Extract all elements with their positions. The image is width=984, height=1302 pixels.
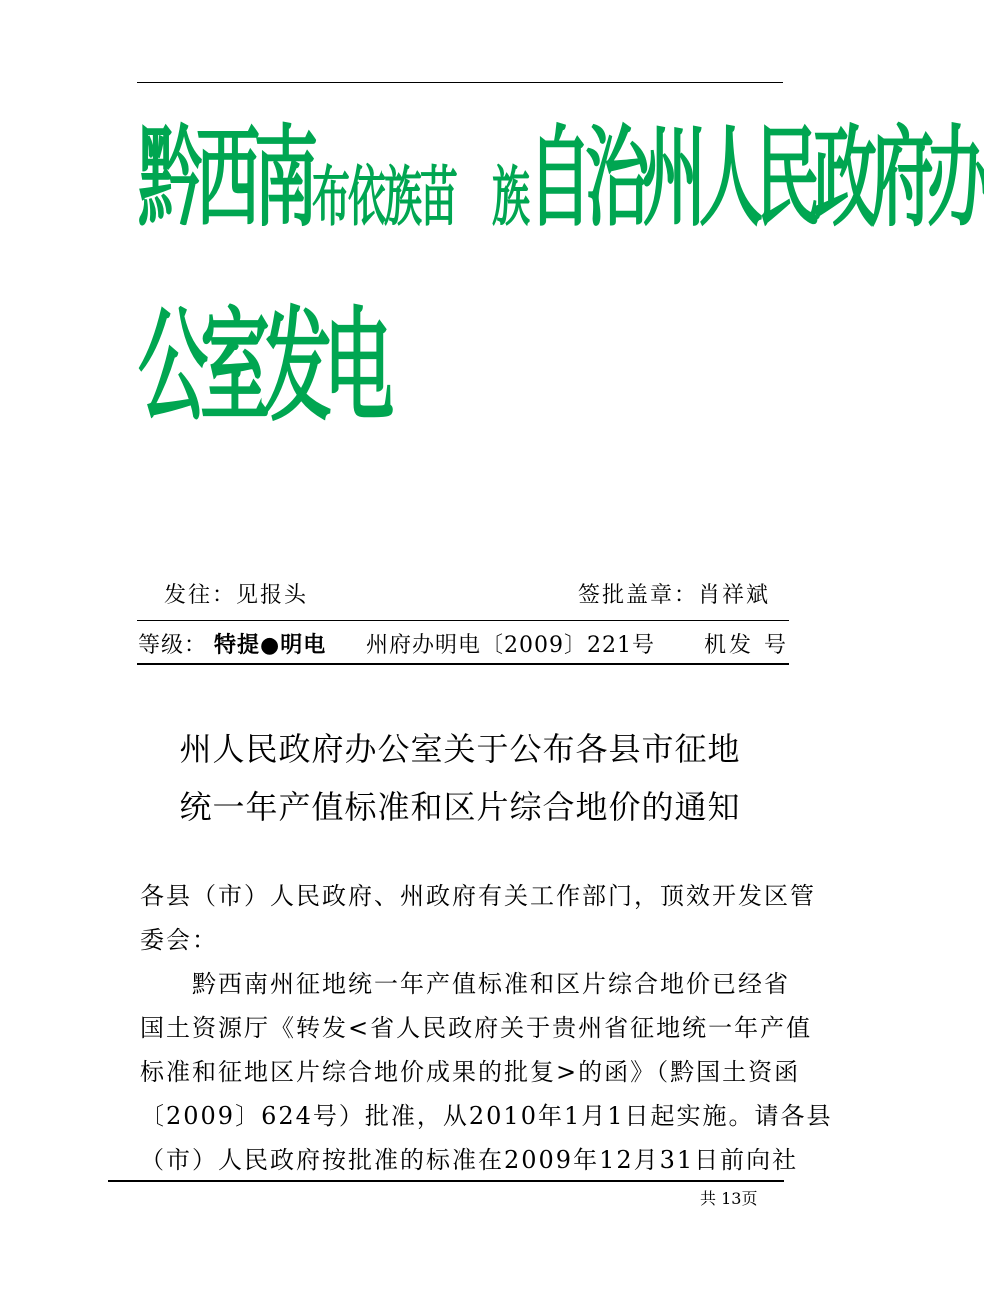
document-number: 州府办明电〔2009〕221号 [366,633,655,658]
document-title-line-1: 州人民政府办公室关于公布各县市征地 [179,730,741,768]
body-line: 国土资源厅《转发<省人民政府关于贵州省征地统一年产值 [140,1014,813,1042]
signer: 签批盖章：肖祥斌 [577,583,770,608]
send-row [138,578,786,610]
masthead-line-2 [138,295,798,488]
masthead-text-office-telegram: 公室发电 [138,295,386,439]
grade-label: 等级： [138,633,208,658]
document-title-line-2: 统一年产值标准和区片综合地价的通知 [179,788,741,826]
top-rule [137,82,783,83]
masthead-text-buyi-miao: 布依族苗 族 [312,159,529,235]
grade-value: 特提●明电 [214,633,327,658]
page-count: 共 13页 [700,1189,758,1208]
masthead-line-1 [138,116,984,300]
body-line: 〔2009〕624号）批准，从2010年1月1日起实施。请各县 [140,1102,833,1130]
masthead-text-autonomous-gov: 自治州人民政府办 [528,116,984,243]
footer-rule [108,1180,784,1182]
body-line: 黔西南州征地统一年产值标准和区片综合地价已经省 [140,970,790,998]
body-line: 标准和征地区片综合地价成果的批复>的函》（黔国土资函 [140,1058,801,1086]
send-to: 发往：见报头 [164,583,309,608]
header-divider-thick [137,663,789,665]
header-divider-thin [137,620,789,621]
body-line: 各县（市）人民政府、州政府有关工作部门，顶效开发区管 [140,882,816,910]
body-line: 委会： [140,926,218,954]
machine-number: 机发 号 [704,633,789,658]
body-line: （市）人民政府按批准的标准在2009年12月31日前向社 [140,1146,799,1174]
masthead-text-qianxinan: 黔西南 [138,116,312,243]
grade-row [138,628,790,660]
